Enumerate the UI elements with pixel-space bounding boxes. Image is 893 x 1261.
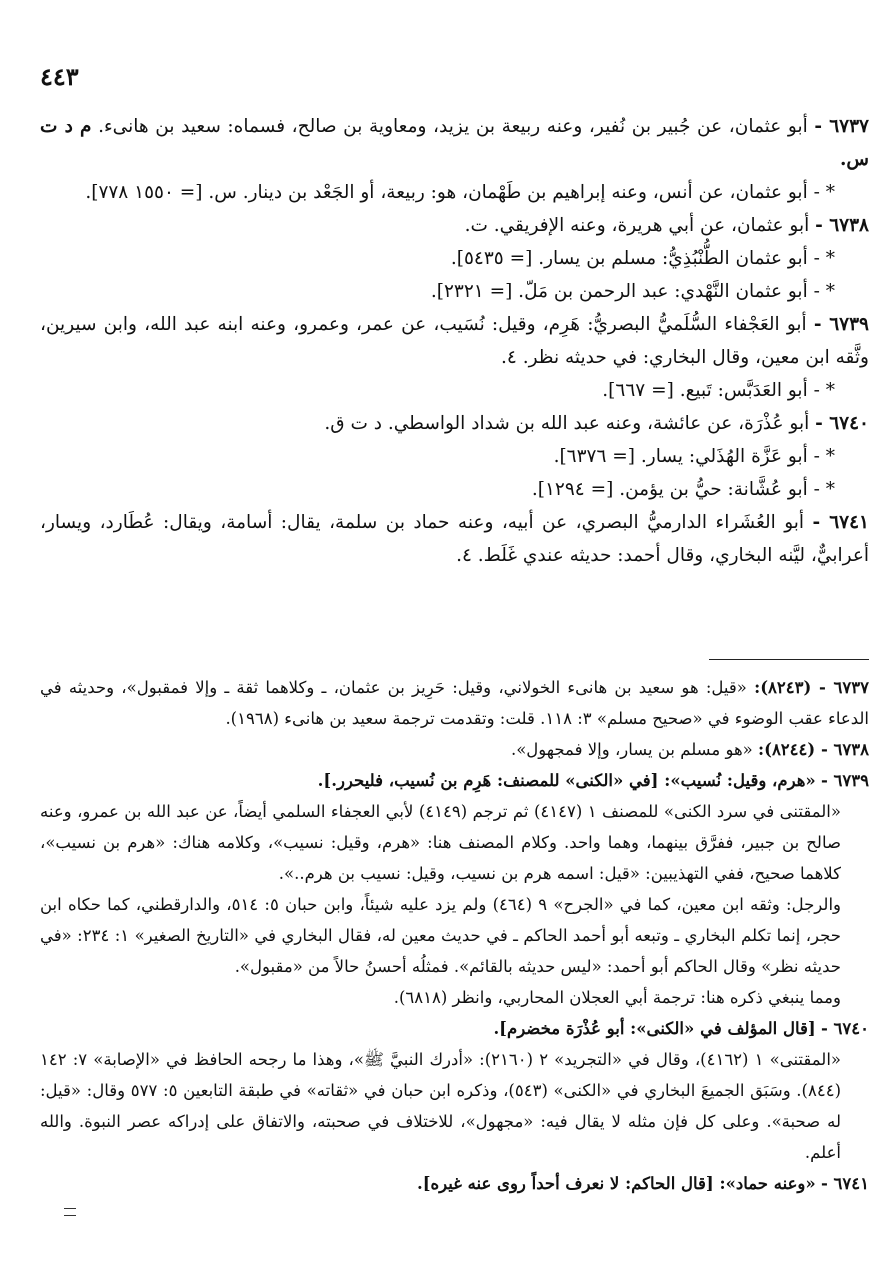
note-6740 <box>40 1013 869 1044</box>
cross-reference: * - أبو عُشَّانة: حيُّ بن يؤمن. [= ١٢٩٤]. <box>531 479 835 500</box>
note-6741 <box>40 1168 869 1199</box>
note-number: ٦٧٣٧ - (٨٢٤٣): <box>754 678 869 697</box>
cross-reference: * - أبو عثمان، عن أنس، وعنه إبراهيم بن طَهْمان، هو: ربيعة، أو الجَعْد بن دينار. س. [= ١٥٥٠ ٧٧٨]. <box>85 182 835 203</box>
entry-text: أبو عُذْرَة، عن عائشة، وعنه عبد الله بن شداد الواسطي. د ت ق. <box>324 413 810 434</box>
entry-text: أبو عثمان، عن جُبير بن نُفير، وعنه ربيعة بن يزيد، ومعاوية بن صالح، فسماه: سعيد بن هانىء. <box>98 116 808 137</box>
cross-reference: * - أبو العَدَبَّس: تَبيع. [= ٦٦٧]. <box>602 380 835 401</box>
note-number: ٦٧٤١ - <box>820 1174 869 1193</box>
note-paragraph: «المقتنى» ١ (٤١٦٢)، وقال في «التجريد» ٢ (٢١٦٠): «أدرك النبيَّ ﷺ»، وهذا ما رجحه الحافظ في «الإصابة» ٧: ١٤٢ (٨٤٤). وسَبَق الجميعَ البخاري في «الكنى» (٥٤٣)، وذكره ابن حبان في «ثقاته» في طبقة التابعين ٥: ٥٧٧ وقال: «قيل: له صحبة». وعلى كل فإن مثله لا يقال فيه: «مجهول»، للاختلاف في صحبته، والاتفاق على إدراكه عصر النبوة. والله أعلم. <box>40 1050 842 1162</box>
note-paragraph: والرجل: وثقه ابن معين، كما في «الجرح» ٩ (٤٦٤) ولم يزد عليه شيئاً، وابن حبان ٥: ٥١٤، والدارقطني، كما حكاه ابن حجر، إنما تكلم البخاري ـ وتبعه أبو أحمد الحاكم ـ في حديث معين له، فقال البخاري في «التاريخ الصغير» ١: ٢٣٤: «في حديثه نظر» وقال الحاكم أبو أحمد: «ليس حديثه بالقائم». فمثلُه أحسنُ حالاً من «مقبول». <box>40 895 842 976</box>
entry-number: ٦٧٤٠ - <box>815 413 869 434</box>
book-page <box>40 52 869 1241</box>
margin-mark <box>64 1208 76 1216</box>
footnote-divider <box>709 659 869 660</box>
note-paragraph: ومما ينبغي ذكره هنا: ترجمة أبي العجلان المحاربي، وانظر (٦٨١٨). <box>393 988 841 1007</box>
entry-text: أبو العَجْفاء السُّلَميُّ البصريُّ: هَرِم، وقيل: نُسَيب، عن عمر، وعمرو، وعنه ابنه عبد الله، وابن سيرين، وثَّقه ابن معين، وقال البخاري: في حديثه نظر. ٤. <box>40 314 869 368</box>
note-number: ٦٧٣٨ - (٨٢٤٤): <box>758 740 869 759</box>
entry-text: أبو عثمان، عن أبي هريرة، وعنه الإفريقي. ت. <box>464 215 810 236</box>
entry-6737 <box>40 110 869 176</box>
entry-6740 <box>40 407 869 440</box>
cross-reference: * - أبو عثمان الطُّنْبُذِيُّ: مسلم بن يسار. [= ٥٤٣٥]. <box>450 248 835 269</box>
entry-6738 <box>40 209 869 242</box>
note-paragraph: «المقتنى في سرد الكنى» للمصنف ١ (٤١٤٧) ثم ترجم (٤١٤٩) لأبي العجفاء السلمي أيضاً، عن عبد الله بن عمرو، وعنه صالح بن جبير، ففرَّق بينهما، وهما واحد. وكلام المصنف هنا: «هرم، وقيل: نسيب»، وكلامه هناك: «هرم بن نسيب»، كلاهما صحيح، ففي التهذيبين: «قيل: اسمه هرم بن نسيب، وقيل: نسيب بن هرم..». <box>40 802 841 883</box>
note-text: «هرم، وقيل: نُسيب»: [في «الكنى» للمصنف: هَرِم بن نُسيب، فليحرر.]. <box>317 771 816 790</box>
entry-tail: م د ت س. <box>40 116 869 170</box>
note-text: «قيل: هو سعيد بن هانىء الخولاني، وقيل: حَرِيز بن عثمان، ـ وكلاهما ثقة ـ وإلا فمقبول»، وحديثه في الدعاء عقب الوضوء في «صحيح مسلم» ٣: ١١٨. قلت: وتقدمت ترجمة سعيد بن هانىء (١٩٦٨). <box>40 678 869 728</box>
entry-6741 <box>40 506 869 572</box>
entry-number: ٦٧٣٧ - <box>814 116 869 137</box>
entry-number: ٦٧٣٩ - <box>813 314 869 335</box>
cross-reference: * - أبو عَزَّة الهُذَلي: يسار. [= ٦٣٧٦]. <box>553 446 835 467</box>
entry-text: أبو العُشَراء الدارميُّ البصري، عن أبيه، وعنه حماد بن سلمة، يقال: أسامة، ويقال: عُطَارد، ويسار، أعرابيٌّ، ليَّنه البخاري، وقال أحمد: حديثه عندي غَلَط. ٤. <box>40 512 869 566</box>
note-6739 <box>40 765 869 796</box>
note-6738 <box>40 734 869 765</box>
entry-number: ٦٧٣٨ - <box>815 215 869 236</box>
note-number: ٦٧٤٠ - <box>820 1019 869 1038</box>
note-6737 <box>40 672 869 734</box>
note-text: [قال المؤلف في «الكنى»: أبو عُذْرَة مخضرم]. <box>493 1019 816 1038</box>
main-text <box>40 110 869 572</box>
entry-6739 <box>40 308 869 374</box>
cross-reference: * - أبو عثمان النَّهْدي: عبد الرحمن بن مَلّ. [= ٢٣٢١]. <box>430 281 835 302</box>
entry-number: ٦٧٤١ - <box>812 512 869 533</box>
page-number: ٤٤٣ <box>40 62 79 91</box>
note-text: «هو مسلم بن يسار، وإلا فمجهول». <box>510 740 753 759</box>
footnotes <box>40 672 869 1199</box>
note-number: ٦٧٣٩ - <box>820 771 869 790</box>
note-text: «وعنه حماد»: [قال الحاكم: لا نعرف أحداً روى عنه غيره]. <box>416 1174 816 1193</box>
